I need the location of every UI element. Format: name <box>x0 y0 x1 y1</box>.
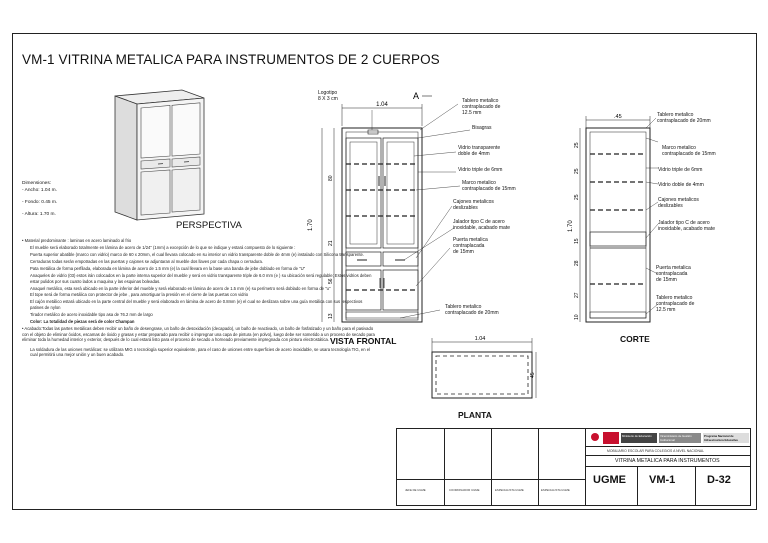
tb-org2: Programa Nacional de Infraestructura Educativa <box>703 433 749 443</box>
side-s4: 15 <box>574 238 580 244</box>
section-marker: A <box>412 91 420 101</box>
tb-sign-line <box>397 479 585 480</box>
perspective-label: PERSPECTIVA <box>176 220 242 231</box>
plan-width-dim: 1.04 <box>474 336 486 342</box>
tb-sign1: JEFE DE UGME <box>405 488 426 492</box>
spec-item: • Acabado:Todas las partes metálicas deben recibir un baño de desengrase, un baño de desoxidación (decapado), un baño de reactivado, un baño de fosfatizado y un baño para el pasivado con el objeto de eliminar óxidos, escamas de óxido y grasas y estar preparado para recibir o impregnar una capa de pintura (en polvo), luego debe ser sometido a un proceso de secado para eliminar toda la humedad interior y exterior, después de lo cual estará listo para el proceso de secado a horneado previamente impregnada con pintura electrostática. <box>22 326 375 343</box>
drawing-title: VM-1 VITRINA METALICA PARA INSTRUMENTOS DE 2 CUERPOS <box>22 52 440 67</box>
plan-view-drawing <box>420 330 540 410</box>
spec-item: El tope será de forma metálica con protector de jebe , para amortiguar la presión en el cierre de las puertas con vidrio <box>30 292 249 298</box>
tb-line <box>585 466 750 467</box>
tb-project: MOBILIARIO ESCOLAR PARA COLEGIOS A NIVEL NACIONAL <box>607 449 705 453</box>
peru-emblem-icon <box>591 433 599 441</box>
dimension-height: - Altura: 1.70 m. <box>22 212 56 217</box>
side-ann-drawers: Cajones metalicos deslizables <box>658 197 699 209</box>
spec-item: El cajón metálico estará ubicado en la parte central del mueble y será elaborado en lámina de acero de 0.8mm (e) el cual se deslizara sobre una guía metálica con sus respectivos patines de nylon <box>30 299 363 311</box>
tb-line <box>585 446 750 447</box>
side-ann-bottom-board: Tablero metalico contraplacado de 12.5 mm <box>656 295 695 313</box>
tb-sign3: ESPECIALISTA UGME <box>495 488 524 492</box>
tb-line <box>585 455 750 456</box>
ann-handle: Jalador tipo C de acero inoxidable, acabado mate <box>453 219 510 231</box>
side-s3: 25 <box>574 194 580 200</box>
side-ann-frame: Marco metalico contraplacado de 15mm <box>662 145 716 157</box>
front-height-dim: 1.70 <box>308 219 314 231</box>
spec-item: La soldadura de las uniones metálicas: se utilizara MIG o tecnología superior equivalente, para el caso de uniones entre superficies de acero inoxidable, se usara tecnología TIG, en el cual permitirá una mejor unión y un buen acabado. <box>30 346 371 358</box>
plan-depth-dim: 45 <box>530 372 536 378</box>
side-s7: 10 <box>574 314 580 320</box>
ann-glass: Vidrio transparente doble de 4mm <box>458 145 501 157</box>
front-view-label: VISTA FRONTAL <box>330 336 397 346</box>
side-s1: 25 <box>574 142 580 148</box>
tb-divider <box>538 429 539 505</box>
ann-hinges: Bisagras <box>472 125 492 131</box>
front-seg2: 21 <box>328 240 334 246</box>
plan-view-label: PLANTA <box>458 410 492 420</box>
spec-item: Anaquel metálico, esta será ubicado en la parte inferior del mueble y será elaborado en lámina de acero de 1.5 mm (e) su perímetro será doblado en forma de "u" <box>30 285 331 291</box>
peru-flag-icon <box>603 432 619 444</box>
tb-sign4: ESPECIALISTA UGME <box>541 488 570 492</box>
ann-bottom-board: Tablero metalico contraplacado de 20mm <box>445 304 499 316</box>
tb-divider <box>444 429 445 505</box>
ann-triple-glass: Vidrio triple de 6mm <box>458 167 503 173</box>
side-height-dim: 1.70 <box>568 220 574 232</box>
dimension-width: - Ancho: 1.04 m. <box>22 188 57 193</box>
tb-divider <box>637 466 638 505</box>
front-view-drawing <box>300 86 540 346</box>
spec-item: Color: La totalidad de piezas será de color Champan <box>30 319 135 325</box>
title-block <box>396 428 751 506</box>
side-ann-door: Puerta metalica contraplacada de 15mm <box>656 265 691 283</box>
side-s2: 25 <box>574 168 580 174</box>
spec-item: Anaqueles de vidrio (03) estos irán colocados en la parte interna superior del mueble y será en vidrio transparente triple de 6.0 mm (e ) su ubicación será regulable; Estos vidrios deben estar pulidos por sus cuatro lados a maquina y las esquinas boleadas. <box>30 272 372 284</box>
side-section-drawing <box>560 108 660 338</box>
tb-description: VITRINA METALICA PARA INSTRUMENTOS <box>615 458 720 464</box>
front-width-dim: 1.04 <box>376 102 388 108</box>
tb-org1: Viceministerio de Gestión Institucional <box>659 433 701 443</box>
ann-door: Puerta metalica contraplacada de 15mm <box>453 237 488 255</box>
front-seg4: 13 <box>328 313 334 319</box>
spec-item: Pata metálica de forma perfilada, elaborada en lámina de acero de 1.5 mm (e) la cual llevara en la base una banda de jebe doblado en forma de "U" <box>30 265 306 271</box>
side-s6: 27 <box>574 292 580 298</box>
front-seg3: 56 <box>328 278 334 284</box>
side-ann-handle: Jalador tipo C de acero inoxidable, acabado mate <box>658 220 715 232</box>
side-s5: 28 <box>574 260 580 266</box>
spec-item: Tirador metálico de acero inoxidable tipo asa de 76.2 mm de largo <box>30 312 153 318</box>
tb-divider <box>491 429 492 505</box>
front-seg1: 80 <box>328 175 334 181</box>
tb-sign2: COORDINADOR UGME <box>449 488 480 492</box>
tb-unit: UGME <box>593 474 626 486</box>
dimension-depth: - Fondo: 0.45 m. <box>22 200 58 205</box>
tb-sheet: D-32 <box>707 474 731 486</box>
ann-frame: Marco metalico contraplacado de 15mm <box>462 180 516 192</box>
side-view-label: CORTE <box>620 334 650 344</box>
side-ann-triple-glass: Vidrio triple de 6mm <box>658 167 703 173</box>
tb-ministry: Ministerio de Educación <box>621 433 657 443</box>
tb-divider <box>585 429 586 505</box>
ann-drawers: Cajones metalicos deslizables <box>453 199 494 211</box>
dimensions-heading: Dimensiones: <box>22 181 52 186</box>
tb-code: VM-1 <box>649 474 676 486</box>
perspective-drawing <box>100 80 220 230</box>
dimensions-block <box>22 180 57 218</box>
ann-top-board: Tablero metalico contraplacado de 12.5 mm <box>462 98 501 116</box>
side-ann-top-board: Tablero metalico contraplacado de 20mm <box>657 112 711 124</box>
spec-item: Cerraduras todas serán empotradas en las puertas y cajones se adjuntaran al mueble dos llaves por cada chapa o cerradura. <box>30 258 264 264</box>
side-ann-double-glass: Vidrio doble de 4mm <box>658 182 704 188</box>
spec-item: Puerta superior abatible (marco con vidrio) marco de 60 x 20mm, el cual llevara colocado en su interior un vidrio transparente doble de 4mm (e) instalado con Silicona transparente. <box>30 251 365 257</box>
spec-item: • Material predominante : laminas en acero laminado al frio <box>22 238 132 243</box>
side-depth-dim: .45 <box>614 114 622 120</box>
tb-divider <box>695 466 696 505</box>
spec-item: El mueble será elaborado totalmente en lámina de acero de 1/24" (1mm) a excepción de lo que se indique y estará compuesto de lo siguiente : <box>30 244 296 250</box>
ann-logo: Logotipo 8 X 3 cm <box>318 90 338 102</box>
